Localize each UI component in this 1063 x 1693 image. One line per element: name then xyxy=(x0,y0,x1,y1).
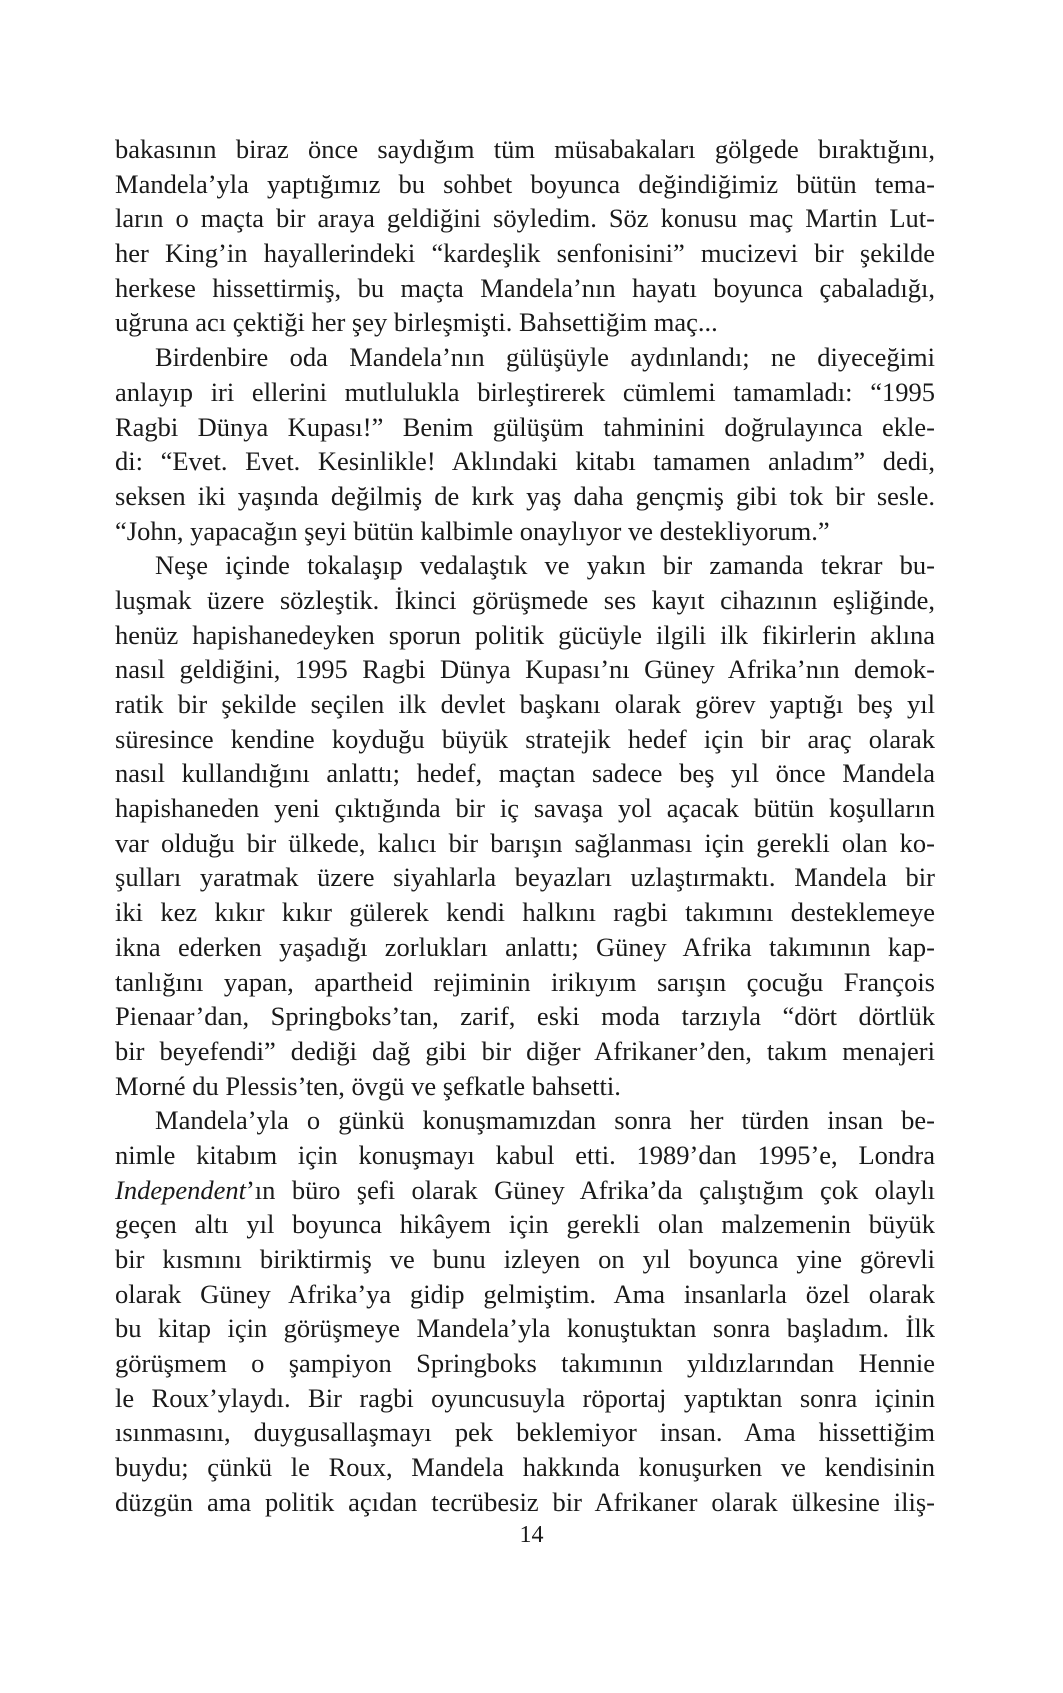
text-line: herkese hissettirmiş, bu maçta Mandela’nın hayatı boyunca çabaladığı, xyxy=(115,272,935,303)
page-number: 14 xyxy=(519,1522,544,1548)
text-line: Mandela’yla yaptığımız bu sohbet boyunca değindiğimiz bütün tema- xyxy=(115,168,935,199)
text-line: ikna ederken yaşadığı zorlukları anlattı; Güney Afrika takımının kap- xyxy=(115,931,935,962)
text-line: bakasının biraz önce saydığım tüm müsabakaları gölgede bıraktığını, xyxy=(115,134,935,164)
text-line: şulları yaratmak üzere siyahlarla beyazları uzlaştırmaktı. Mandela bir xyxy=(115,862,935,893)
text-line: seksen iki yaşında değilmiş de kırk yaş daha gençmiş gibi tok bir sesle. xyxy=(115,480,935,511)
text-line: nasıl geldiğini, 1995 Ragbi Dünya Kupası’nı Güney Afrika’nın demok- xyxy=(115,654,935,685)
text-line: bir kısmını biriktirmiş ve bunu izleyen on yıl boyunca yine görevli xyxy=(115,1244,935,1274)
text-line: her King’in hayallerindeki “kardeşlik senfonisini” mucizevi bir şekilde xyxy=(115,238,935,269)
text-line: di: “Evet. Evet. Kesinlikle! Aklındaki kitabı tamamen anladım” dedi, xyxy=(115,446,935,477)
text-line: buydu; çünkü le Roux, Mandela hakkında konuşurken ve kendisinin xyxy=(115,1452,935,1483)
text-line-rest: ’ın büro şefi olarak Güney Afrika’da çalıştığım çok olaylı xyxy=(245,1174,935,1205)
text-line: nasıl kullandığını anlattı; hedef, maçtan sadece beş yıl önce Mandela xyxy=(115,758,935,789)
paragraph-start-line: Mandela’yla o günkü konuşmamızdan sonra her türden insan be- xyxy=(155,1105,935,1136)
text-line: luşmak üzere sözleştik. İkinci görüşmede ses kayıt cihazının eşliğinde, xyxy=(115,584,935,615)
text-line: geçen altı yıl boyunca hikâyem için gerekli olan malzemenin büyük xyxy=(115,1209,935,1240)
text-line: iki kez kıkır kıkır gülerek kendi halkını ragbi takımını desteklemeye xyxy=(115,897,935,928)
text-line: görüşmem o şampiyon Springboks takımının yıldızlarından Hennie xyxy=(115,1348,935,1379)
text-line: ratik bir şekilde seçilen ilk devlet başkanı olarak görev yaptığı beş yıl xyxy=(115,689,935,719)
text-line: Ragbi Dünya Kupası!” Benim gülüşüm tahminini doğrulayınca ekle- xyxy=(115,411,935,442)
text-line: bir beyefendi” dediği dağ gibi bir diğer Afrikaner’den, takım menajeri xyxy=(115,1035,935,1066)
text-line: Morné du Plessis’ten, övgü ve şefkatle bahsetti. xyxy=(115,1070,621,1101)
text-line: süresince kendine koyduğu büyük stratejik hedef için bir araç olarak xyxy=(115,723,935,754)
text-line: bu kitap için görüşmeye Mandela’yla konuştuktan sonra başladım. İlk xyxy=(115,1313,935,1344)
text-line: ısınmasını, duygusallaşmayı pek beklemiyor insan. Ama hissettiğim xyxy=(115,1417,935,1448)
paragraph-start-line: Neşe içinde tokalaşıp vedalaştık ve yakın bir zamanda tekrar bu- xyxy=(155,550,935,581)
body-text xyxy=(115,132,935,1520)
text-line: ların o maçta bir araya geldiğini söyledim. Söz konusu maç Martin Lut- xyxy=(115,203,935,234)
text-line: nimle kitabım için konuşmayı kabul etti. 1989’dan 1995’e, Londra xyxy=(115,1139,935,1170)
text-line: le Roux’ylaydı. Bir ragbi oyuncusuyla röportaj yaptıktan sonra içinin xyxy=(115,1382,935,1413)
text-line: düzgün ama politik açıdan tecrübesiz bir Afrikaner olarak ülkesine iliş- xyxy=(115,1486,935,1517)
text-line: uğruna acı çektiği her şey birleşmişti. Bahsettiğim maç... xyxy=(115,307,718,338)
text-line: var olduğu bir ülkede, kalıcı bir barışın sağlanması için gerekli olan ko- xyxy=(115,827,935,858)
text-line-with-italic xyxy=(115,1173,935,1208)
text-line: olarak Güney Afrika’ya gidip gelmiştim. Ama insanlarla özel olarak xyxy=(115,1278,935,1309)
text-line: “John, yapacağın şeyi bütün kalbimle onaylıyor ve destekliyorum.” xyxy=(115,515,830,546)
paragraph-start-line: Birdenbire oda Mandela’nın gülüşüyle aydınlandı; ne diyeceğimi xyxy=(155,342,935,373)
text-line: Pienaar’dan, Springboks’tan, zarif, eski moda tarzıyla “dört dörtlük xyxy=(115,1001,935,1032)
text-line: anlayıp iri ellerini mutlulukla birleştirerek cümlemi tamamladı: “1995 xyxy=(115,376,935,407)
text-line: hapishaneden yeni çıktığında bir iç savaşa yol açacak bütün koşulların xyxy=(115,793,935,824)
text-line: tanlığını yapan, apartheid rejiminin irikıyım sarışın çocuğu François xyxy=(115,966,935,997)
text-line: henüz hapishanedeyken sporun politik gücüyle ilgili ilk fikirlerin aklına xyxy=(115,619,935,650)
italic-title: Independent xyxy=(115,1174,246,1205)
